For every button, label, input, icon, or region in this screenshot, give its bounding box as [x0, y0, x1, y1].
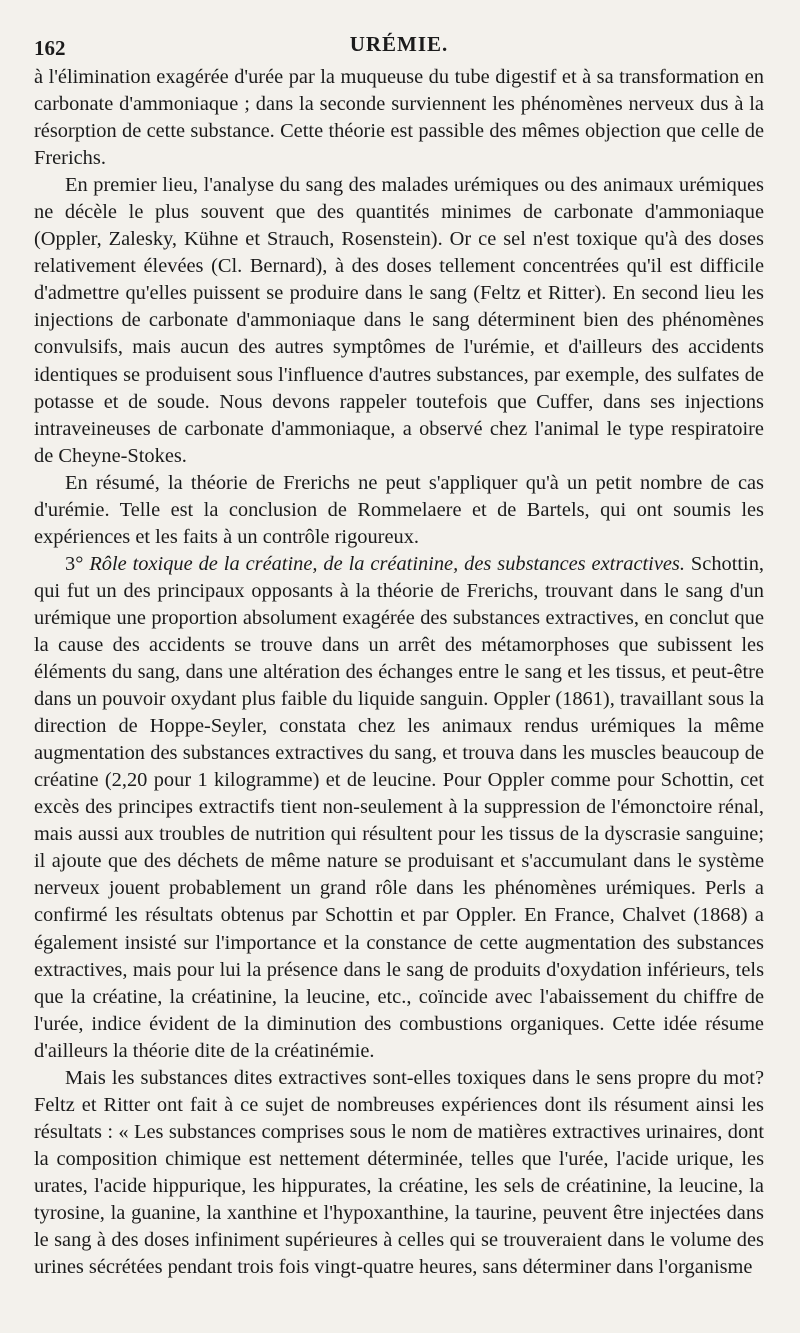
section-number: 3° — [65, 552, 84, 575]
paragraph-3: En résumé, la théorie de Frerichs ne peut s'appliquer qu'à un petit nombre de cas d'urémie. Telle est la conclusion de Rommelaere et de Bartels, qui ont soumis les expériences et les faits à un contrôle rigoureux. — [34, 471, 764, 548]
section-heading: Rôle toxique de la créatine, de la créatinine, des substances extractives. — [89, 552, 685, 575]
running-head — [34, 26, 764, 64]
body-text — [34, 64, 764, 1281]
paragraph-5: Mais les substances dites extractives sont-elles toxiques dans le sens propre du mot? Feltz et Ritter ont fait à ce sujet de nombreuses expériences dont ils résument ainsi les résultats : « Les substances comprises sous le nom de matières extractives urinaires, dont la composition chimique est nettement déterminée, telles que l'urée, l'acide urique, les urates, l'acide hippurique, les hippurates, la créatine, les sels de créatinine, la leucine, la tyrosine, la guanine, la xanthine et l'hypoxanthine, la taurine, peuvent être injectées dans le sang à des doses infiniment supérieures à celles qui se trouveraient dans le volume des urines sécrétées pendant trois fois vingt-quatre heures, sans déterminer dans l'organisme — [34, 1066, 764, 1279]
paragraph-2: En premier lieu, l'analyse du sang des malades urémiques ou des animaux urémiques ne décèle le plus souvent que des quantités minimes de carbonate d'ammoniaque (Oppler, Zalesky, Kühne et Strauch, Rosenstein). Or ce sel n'est toxique qu'à des doses relativement élevées (Cl. Bernard), à des doses tellement concentrées qu'il est difficile d'admettre qu'elles puissent se produire dans le sang (Feltz et Ritter). En second lieu les injections de carbonate d'ammoniaque dans le sang déterminent bien des phénomènes convulsifs, mais aucun des autres symptômes de l'urémie, et d'ailleurs des accidents identiques se produisent sous l'influence d'autres substances, par exemple, des sulfates de potasse et de soude. Nous devons rappeler toutefois que Cuffer, dans ses injections intraveineuses de carbonate d'ammoniaque, a observé chez l'animal le type respiratoire de Cheyne-Stokes. — [34, 174, 764, 467]
running-title: URÉMIE. — [349, 32, 449, 56]
paragraph-4 — [34, 551, 764, 1065]
page-number: 162 — [34, 36, 66, 60]
paragraph-4-text: Schottin, qui fut un des principaux opposants à la théorie de Frerichs, trouvant dans le sang d'un urémique une proportion absolument exagérée des substances extractives, en conclut que la cause des accidents se trouve dans un arrêt des métamorphoses que subissent les éléments du sang, dans une altération des échanges entre le sang et les tissus, et peut-être dans un pouvoir oxydant plus faible du liquide sanguin. Oppler (1861), travaillant sous la direction de Hoppe-Seyler, constata chez les animaux rendus urémiques la même augmentation des substances extractives du sang, et trouva dans les muscles beaucoup de créatine (2,20 pour 1 kilogramme) et de leucine. Pour Oppler comme pour Schottin, cet excès des principes extractifs tient non-seulement à la suppression de l'émonctoire rénal, mais aussi aux troubles de nutrition qui résultent pour les tissus de la dyscrasie sanguine; il ajoute que des déchets de même nature se produisant et s'accumulant dans le système nerveux jouent probablement un grand rôle dans les phénomènes urémiques. Perls a confirmé les résultats obtenus par Schottin et par Oppler. En France, Chalvet (1868) a également insisté sur l'importance et la constance de cette augmentation des substances extractives, mais pour lui la présence dans le sang de produits d'oxydation inférieurs, tels que la créatine, la créatinine, la leucine, etc., coïncide avec l'abaissement du chiffre de l'urée, indice évident de la diminution des combustions organiques. Cette idée résume d'ailleurs la théorie dite de la créatinémie. — [34, 552, 764, 1062]
paragraph-1: à l'élimination exagérée d'urée par la muqueuse du tube digestif et à sa transformation en carbonate d'ammoniaque ; dans la seconde surviennent les phénomènes nerveux dus à la résorption de cette substance. Cette théorie est passible des mêmes objection que celle de Frerichs. — [34, 66, 764, 170]
